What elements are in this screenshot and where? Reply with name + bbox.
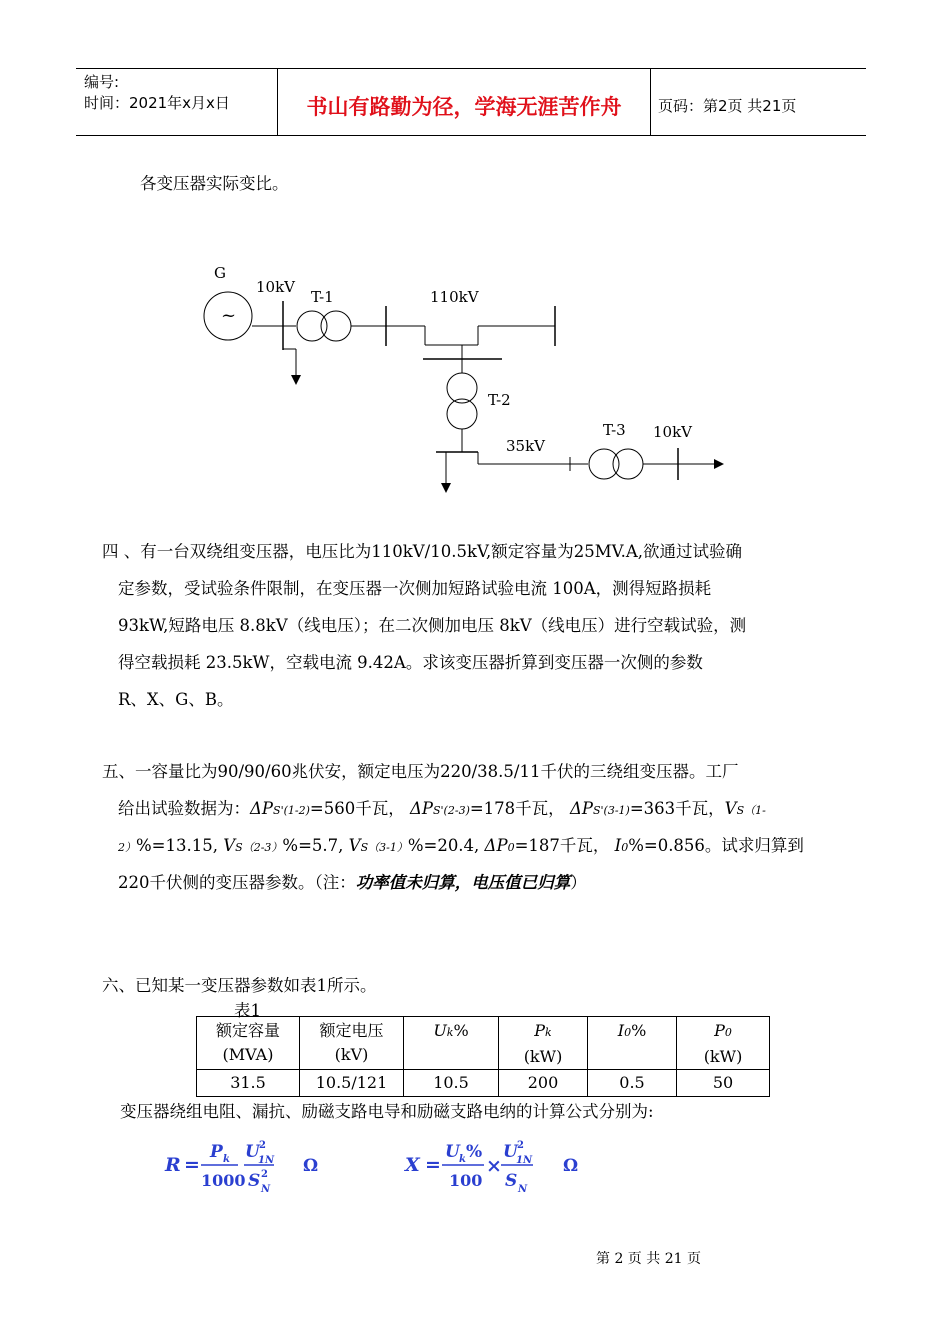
transformer-t3-primary [589,449,619,479]
document-time-label: 时间：2021年x月x日 [84,94,230,112]
table-cell: 0.5 [588,1070,677,1097]
svg-text:2: 2 [517,1140,524,1151]
svg-text:×: × [486,1155,502,1177]
label-110kv: 110kV [430,288,479,306]
svg-text:1N: 1N [258,1155,275,1166]
formula-x-u: U [503,1142,518,1162]
table-cell: 50 [677,1070,770,1097]
q4-line-5: R、X、G、B。 [118,690,234,709]
q6-after-table: 变压器绕组电阻、漏抗、励磁支路电导和励磁支路电纳的计算公式分别为: [120,1102,654,1121]
formula-r-unit: Ω [303,1156,319,1176]
table-cell: 10.5 [404,1070,499,1097]
q5-line-3: 2）%=13.15, VS（2-3）%=5.7, VS（3-1）%=20.4, ΔP0=187千瓦， I0%=0.856。试求归算到 [118,836,804,855]
table-cell: 31.5 [197,1070,300,1097]
svg-text:2: 2 [261,1169,268,1180]
page-footer: 第 2 页 共 21 页 [596,1251,701,1267]
svg-text:2: 2 [259,1140,266,1151]
svg-text:=: = [425,1154,441,1176]
formula-block [0,1130,950,1210]
q4-line-2: 定参数，受试验条件限制，在变压器一次侧加短路试验电流 100A，测得短路损耗 [118,579,712,598]
q5-note-emphasis: 功率值未归算，电压值已归算 [355,873,571,892]
formula-r-lhs: R [165,1154,181,1176]
svg-text:k: k [223,1154,230,1165]
q5-line-2: 给出试验数据为：ΔPS'(1-2)=560千瓦， ΔPS'(2-3)=178千瓦， ΔPS'(3-1)=363千瓦，VS（1- [118,799,766,818]
table-header-cell: 额定容量 (MVA) [197,1017,300,1070]
label-t2: T-2 [488,391,511,409]
svg-text:N: N [261,1184,271,1195]
label-35kv: 35kV [506,437,546,455]
formula-x-100: 100 [449,1171,483,1190]
q5-line-1: 五、一容量比为90/90/60兆伏安，额定电压为220/38.5/11千伏的三绕组变压器。工厂 [102,762,739,781]
svg-text:k: k [459,1154,466,1165]
table-header-cell: Uk% [404,1017,499,1070]
label-t1: T-1 [311,288,334,306]
formula-r-1000: 1000 [201,1171,246,1190]
svg-text:%: % [466,1142,483,1162]
label-g: G [214,264,226,282]
formula-x-s: S [505,1171,518,1191]
svg-text:N: N [518,1184,528,1195]
formula-r-pk: P [210,1142,223,1162]
q4-line-1: 四 、有一台双绕组变压器，电压比为110kV/10.5kV,额定容量为25MV.A,欲通过试验确 [102,542,743,561]
transformer-t1-primary [297,311,327,341]
svg-text:1N: 1N [516,1155,533,1166]
formula-r-s: S [248,1171,261,1191]
table-header-cell: P0 (kW) [677,1017,770,1070]
power-system-diagram [0,0,950,520]
formula-x-unit: Ω [563,1156,579,1176]
table-header-row [197,1017,770,1070]
label-10kv-gen: 10kV [256,278,296,296]
table-cell: 200 [499,1070,588,1097]
intro-line: 各变压器实际变比。 [140,174,289,193]
table-row [197,1070,770,1097]
formula-x-lhs: X [405,1154,420,1176]
generator-tilde: ~ [221,305,237,326]
q4-line-3: 93kW,短路电压 8.8kV（线电压）；在二次侧加电压 8kV（线电压）进行空载试验，测 [118,616,747,635]
load-arrow-35kv [441,483,451,493]
table-cell: 10.5/121 [300,1070,404,1097]
table-caption: 表1 [234,1001,261,1020]
table-header-cell: I0% [588,1017,677,1070]
q6-line-1: 六、已知某一变压器参数如表1所示。 [102,976,377,995]
header-page-label: 页码：第2页 共21页 [658,97,797,115]
q4-line-4: 得空载损耗 23.5kW，空载电流 9.42A。求该变压器折算到变压器一次侧的参数 [118,653,703,672]
label-10kv-load: 10kV [653,423,693,441]
table-header-cell: 额定电压 (kV) [300,1017,404,1070]
transformer-parameter-table [196,1016,770,1097]
formula-x-uk: U [445,1142,460,1162]
load-arrow-t3 [714,459,724,469]
label-t3: T-3 [603,421,626,439]
header-motto: 书山有路勤为径，学海无涯苦作舟 [306,95,622,119]
transformer-t3-secondary [613,449,643,479]
document-number-label: 编号: [84,73,120,91]
transformer-t1-secondary [321,311,351,341]
q5-line-4: 220千伏侧的变压器参数。（注：功率值未归算，电压值已归算） [118,873,587,892]
table-header-cell: Pk (kW) [499,1017,588,1070]
svg-text:=: = [184,1154,200,1176]
formula-r-u: U [245,1142,260,1162]
load-arrow-10kv [291,375,301,385]
